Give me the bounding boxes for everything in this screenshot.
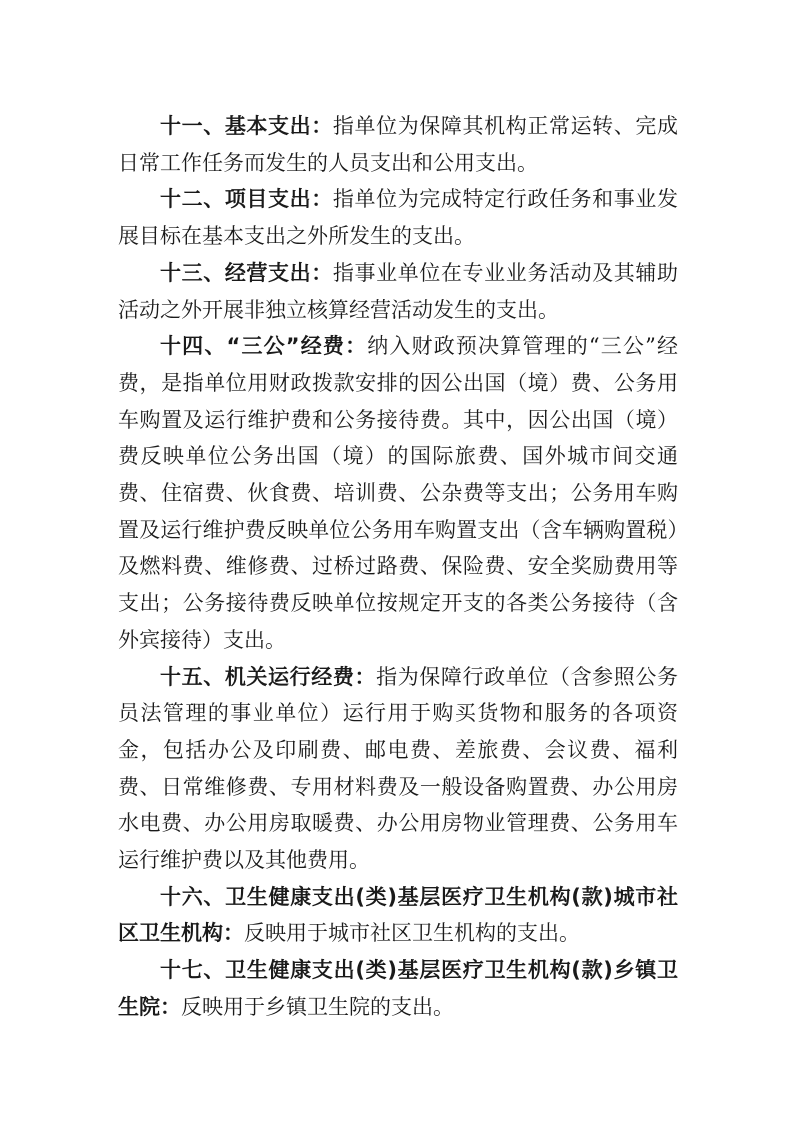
term-heading: 十五、机关运行经费： (160, 664, 377, 689)
term-definition: 指单位为保障其机构正常运转、完成日常工作任务而发生的人员支出和公用支出。 (118, 114, 679, 175)
term-definition: 指事业单位在专业业务活动及其辅助活动之外开展非独立核算经营活动发生的支出。 (118, 260, 679, 322)
term-definition: 纳入财政预决算管理的“三公”经费，是指单位用财政拨款安排的因公出国（境）费、公务用车购置及运行维护费和公务接待费。其中，因公出国（境）费反映单位公务出国（境）的国际旅费、国外城市间交通费、住宿费、伙食费、培训费、公杂费等支出；公务用车购置及运行维护费反映单位公务用车购置支出（含车辆购置税）及燃料费、维修费、过桥过路费、保险费、安全奖励费用等支出；公务接待费反映单位按规定开支的各类公务接待（含外宾接待）支出。 (118, 334, 678, 652)
paragraph-project-expenditure (118, 181, 678, 254)
paragraph-township-health-center (118, 952, 678, 1025)
paragraph-three-public-funds (118, 328, 678, 658)
term-heading: 十四、“三公”经费： (160, 334, 368, 359)
paragraph-urban-community-health (118, 879, 678, 952)
term-definition: 指为保障行政单位（含参照公务员法管理的事业单位）运行用于购买货物和服务的各项资金，包括办公及印刷费、邮电费、差旅费、会议费、福利费、日常维修费、专用材料费及一般设备购置费、办公用房水电费、办公用房取暖费、办公用房物业管理费、公务用车运行维护费以及其他费用。 (118, 664, 679, 873)
term-heading: 十六、卫生健康支出(类)基层医疗卫生机构(款)城市社区卫生机构： (118, 884, 678, 946)
term-heading: 十二、项目支出： (160, 187, 333, 212)
term-heading: 十七、卫生健康支出(类)基层医疗卫生机构(款)乡镇卫生院： (118, 958, 678, 1019)
paragraph-basic-expenditure (118, 108, 678, 181)
term-definition: 反映用于乡镇卫生院的支出。 (181, 994, 454, 1019)
term-definition: 指单位为完成特定行政任务和事业发展目标在基本支出之外所发生的支出。 (118, 187, 679, 249)
term-heading: 十一、基本支出： (160, 114, 333, 138)
paragraph-operating-expenditure (118, 255, 678, 328)
term-definition: 反映用于城市社区卫生机构的支出。 (244, 921, 580, 946)
term-heading: 十三、经营支出： (160, 260, 333, 285)
paragraph-agency-operating-funds (118, 659, 678, 879)
document-page (118, 108, 678, 1026)
